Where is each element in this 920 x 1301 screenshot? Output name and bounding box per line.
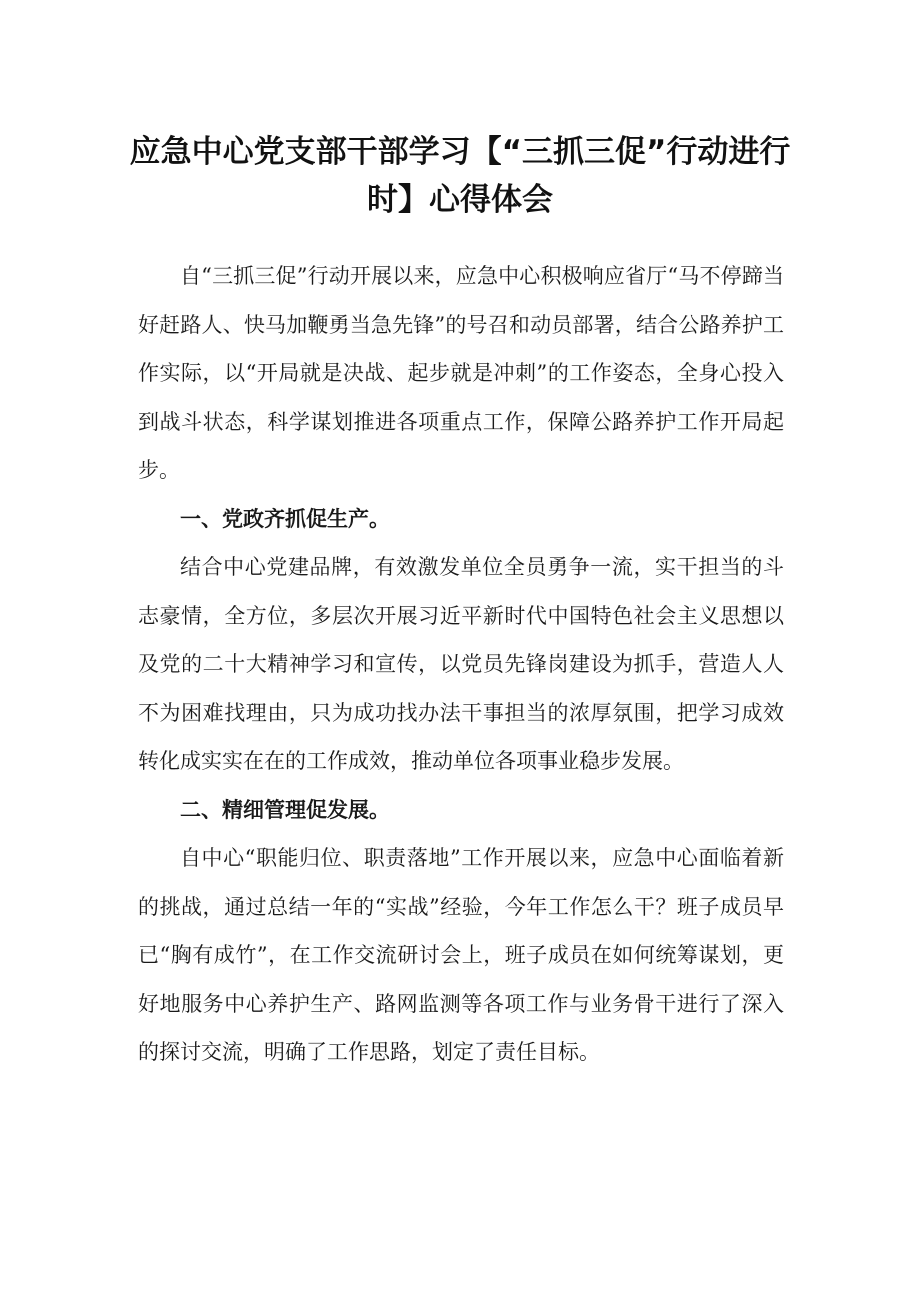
document-title: 应急中心党支部干部学习【“三抓三促”行动进行时】心得体会 xyxy=(129,134,791,218)
intro-paragraph: 自“三抓三促”行动开展以来，应急中心积极响应省厅“马不停蹄当好赶路人、快马加鞭勇当急先锋”的号召和动员部署，结合公路养护工作实际，以“开局就是决战、起步就是冲刺”的工作姿态，全身心投入到战斗状态，科学谋划推进各项重点工作，保障公路养护工作开局起步。 xyxy=(138,264,784,482)
document-body xyxy=(138,252,784,1077)
section-paragraph-refined-management: 自中心“职能归位、职责落地”工作开展以来，应急中心面临着新的挑战，通过总结一年的“实战”经验，今年工作怎么干？班子成员早已“胸有成竹”，在工作交流研讨会上，班子成员在如何统筹谋划，更好地服务中心养护生产、路网监测等各项工作与业务骨干进行了深入的探讨交流，明确了工作思路，划定了责任目标。 xyxy=(138,846,784,1064)
section-paragraph-party-production: 结合中心党建品牌，有效激发单位全员勇争一流，实干担当的斗志豪情，全方位，多层次开展习近平新时代中国特色社会主义思想以及党的二十大精神学习和宣传，以党员先锋岗建设为抓手，营造人人不为困难找理由，只为成功找办法干事担当的浓厚氛围，把学习成效转化成实实在在的工作成效，推动单位各项事业稳步发展。 xyxy=(138,555,784,773)
section-heading-refined-management: 二、精细管理促发展。 xyxy=(180,797,390,822)
section-heading-party-production: 一、党政齐抓促生产。 xyxy=(180,506,390,531)
